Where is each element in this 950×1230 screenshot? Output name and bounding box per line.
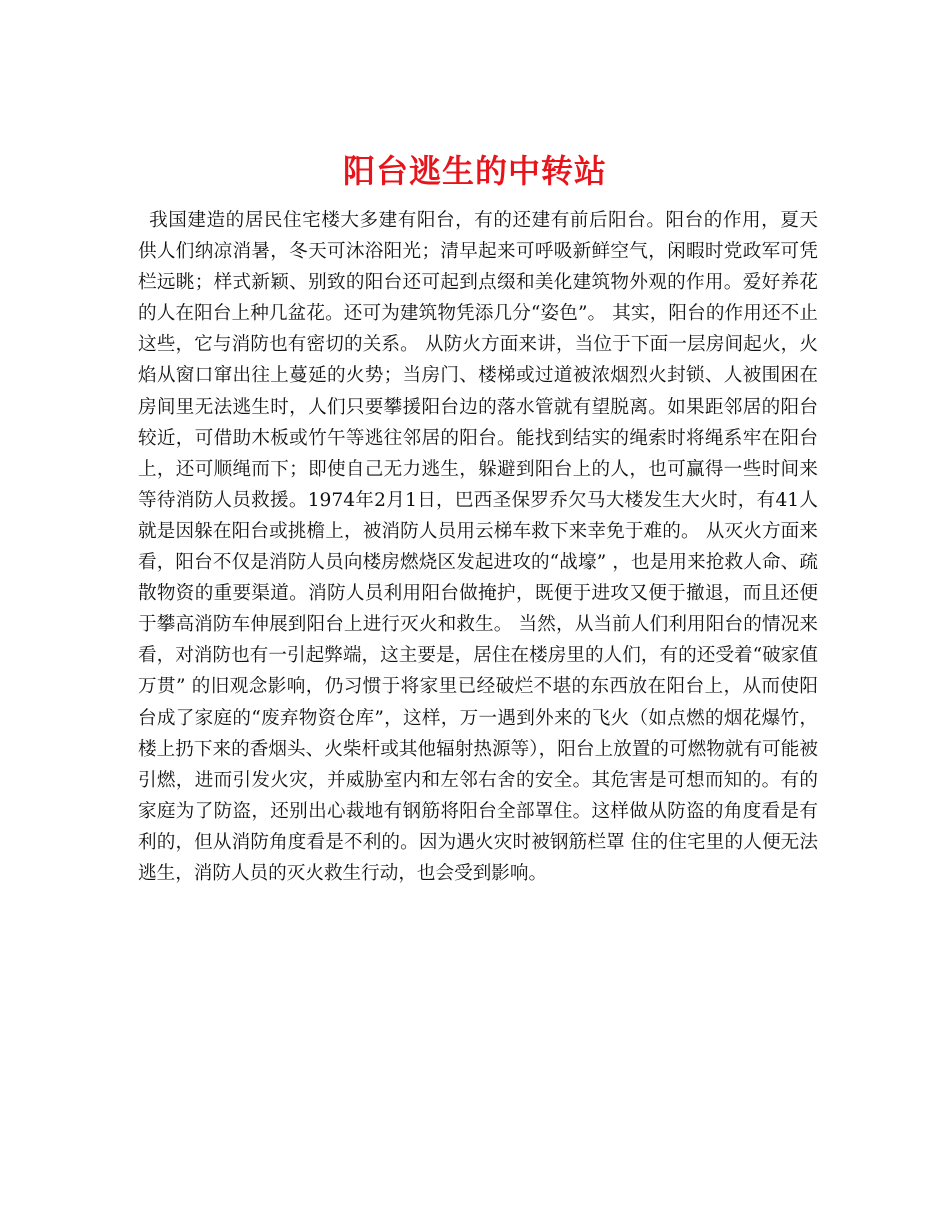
document-title: 阳台逃生的中转站 [342,152,607,191]
document-body-paragraph: 我国建造的居民住宅楼大多建有阳台，有的还建有前后阳台。阳台的作用，夏天供人们纳凉消暑，冬天可沐浴阳光；清早起来可呼吸新鲜空气，闲暇时党政军可凭栏远眺；样式新颖、别致的阳台还可起到点缀和美化建筑物外观的作用。爱好养花的人在阳台上种几盆花。还可为建筑物凭添几分“姿色”。 其实，阳台的作用还不止这些，它与消防也有密切的关系。 从防火方面来讲，当位于下面一层房间起火，火焰从窗口窜出往上蔓延的火势；当房门、楼梯或过道被浓烟烈火封锁、人被围困在房间里无法逃生时，人们只要攀援阳台边的落水管就有望脱离。如果距邻居的阳台较近，可借助木板或竹午等逃往邻居的阳台。能找到结实的绳索时将绳系牢在阳台上，还可顺绳而下；即使自己无力逃生，躲避到阳台上的人，也可赢得一些时间来等待消防人员救援。1974年2月1日，巴西圣保罗乔欠马大楼发生大火时，有41人就是因躲在阳台或挑檐上，被消防人员用云梯车救下来幸免于难的。 从灭火方面来看，阳台不仅是消防人员向楼房燃烧区发起进攻的“战壕” ，也是用来抢救人命、疏散物资的重要渠道。消防人员利用阳台做掩护，既便于进攻又便于撤退，而且还便于攀高消防车伸展到阳台上进行灭火和救生。 当然，从当前人们利用阳台的情况来看，对消防也有一引起弊端，这主要是，居住在楼房里的人们，有的还受着“破家值万贯” 的旧观念影响，仍习惯于将家里已经破烂不堪的东西放在阳台上，从而使阳台成了家庭的“废弃物资仓库”，这样，万一遇到外来的飞火（如点燃的烟花爆竹，楼上扔下来的香烟头、火柴杆或其他辐射热源等），阳台上放置的可燃物就有可能被引燃，进而引发火灾，并威胁室内和左邻右舍的安全。其危害是可想而知的。有的家庭为了防盗，还别出心裁地有钢筋将阳台全部罩住。这样做从防盗的角度看是有利的，但从消防角度看是不利的。因为遇火灾时被钢筋栏罩 住的住宅里的人便无法逃生，消防人员的灭火救生行动，也会受到影响。 [138,210,818,884]
